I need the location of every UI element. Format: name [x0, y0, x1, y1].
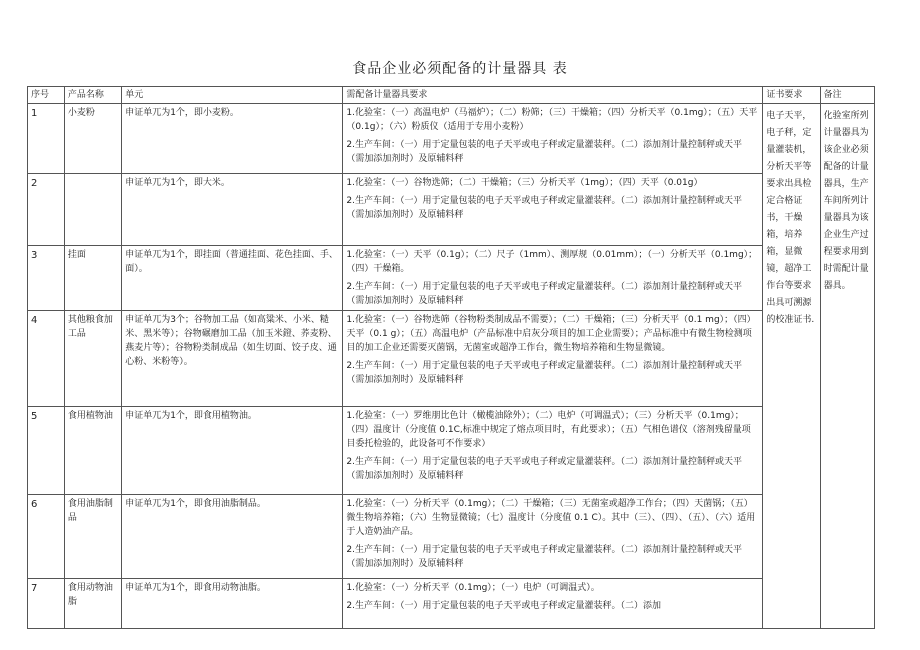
table-row — [28, 246, 875, 311]
requirement-cell — [343, 246, 763, 311]
requirement-line: 2.生产车间：（一）用于定量包装的电子天平或电子秤或定量灌装秤。（二）添加剂计量控制秤或天平（需加添加剂时）及原辅料秤 — [346, 545, 743, 569]
requirement-line: 2.生产车间：（一）用于定量包装的电子天平或电子秤或定量灌装秤。（二）添加剂计量控制秤或天平（需加添加剂时）及原辅料秤 — [346, 361, 743, 385]
measuring-instruments-table — [27, 86, 875, 629]
row-number: 4 — [28, 311, 65, 407]
requirement-cell — [343, 579, 763, 629]
requirement-line: 2.生产车间：（一）用于定量包装的电子天平或电子秤或定量灌装秤。（二）添加剂计量控制秤或天平（需加添加剂时）及原辅料秤 — [346, 196, 743, 220]
requirement-line: 1.化验室：（一）分析天平（0.1mg）；（一）电炉（可调温式）。 — [346, 583, 600, 593]
table-row — [28, 311, 875, 407]
requirement-line: 2.生产车间：（一）用于定量包装的电子天平或电子秤或定量灌装秤。（二）添加剂计量控制秤或天平（需加添加剂时）及原辅料秤 — [346, 282, 743, 306]
row-number: 2 — [28, 174, 65, 246]
requirement-cell — [343, 174, 763, 246]
product-name: 食用植物油 — [64, 407, 121, 495]
unit-cell: 申证单兀为1个，即食用油脂制品。 — [122, 495, 343, 579]
document-title: 食品企业必须配备的计量器具 表 — [352, 61, 568, 77]
requirement-cell — [343, 104, 763, 174]
table-row — [28, 174, 875, 246]
requirement-line: 2.生产车间：（一）用于定量包装的电子天平或电子秤或定量灌装秤。（二）添加 — [346, 601, 662, 611]
product-name: 挂面 — [64, 246, 121, 311]
table-row — [28, 407, 875, 495]
table-row — [28, 579, 875, 629]
requirement-cell — [343, 311, 763, 407]
requirement-line: 2.生产车间：（一）用于定量包装的电子天平或电子秤或定量灌装秤。（二）添加剂计量控制秤或天平（需加添加剂时）及原辅料秤 — [346, 140, 743, 164]
row-number: 6 — [28, 495, 65, 579]
header-req: 需配备计量器具要求 — [343, 87, 763, 104]
table-header-row — [28, 87, 875, 104]
row-number: 7 — [28, 579, 65, 629]
unit-cell: 申证单兀为1个，即小麦粉。 — [122, 104, 343, 174]
requirement-cell — [343, 407, 763, 495]
table-row — [28, 495, 875, 579]
product-name: 小麦粉 — [64, 104, 121, 174]
requirement-line: 1.化验室：（一）罗维朋比色计（橄榄油除外）；（二）电炉（可调温式）；（三）分析天平（0.1mg）；（四）温度计（分度值 0.1C,标准中规定了熔点项目时，有此要求）；（五）气相色谱仪（溶剂残留量项目委托检验的，此设备可不作要求） — [346, 411, 751, 449]
unit-cell: 申证单兀为3个；谷物加工品（如高粱米、小米、糙米、黑米等）；谷物碾磨加工品（加玉米鐙、荞麦粉、燕麦片等）；谷物粉类制成品（如生切面、饺子皮、通心粉、米粉等）。 — [122, 311, 343, 407]
unit-cell: 申证单兀为1个，即大米。 — [122, 174, 343, 246]
requirement-line: 1.化验室：（一）天平（0.1g）；（二）尺子（1mm）、测厚规（0.01mm）；（一）分析天平（0.1mg）；（四）干燥箱。 — [346, 250, 758, 274]
remarks: 化验室所列计量器具为该企业必须配备的计量器具，生产车间所列计量器具为该企业生产过程要求用到时需配计量器具。 — [820, 104, 874, 629]
header-name: 产品名称 — [64, 87, 121, 104]
requirement-cell — [343, 495, 763, 579]
certificate-requirement: 电子天平，电子秤，定量灌装机，分析天平等要求出具检定合格证书，干燥箱，培养箱，显微镜，超净工作台等要求出具可溯源的校准证书. — [763, 104, 820, 629]
unit-cell: 申证单兀为1个，即挂面（普通挂面、花色挂面、手、面）。 — [122, 246, 343, 311]
unit-cell: 申证单兀为1个，即食用动物油脂。 — [122, 579, 343, 629]
requirement-line: 1.化验室：（一）谷物选筛（谷物粉类制成品不需要）；（二）干燥箱；（三）分析天平（0.1 mg）；（四）天平（0.1 g）；（五）高温电炉（产品标准中启灰分项目的加工企业需要）；产品标准中有微生物检测项目的加工企业还需要灭菌锅，无菌室或超净工作台，微生物培养箱和生物显微镜。 — [346, 315, 756, 353]
row-number: 5 — [28, 407, 65, 495]
requirement-line: 1.化验室：（一）谷物选筛；（二）干燥箱；（三）分析天平（1mg）；（四）天平（0.01g） — [346, 178, 703, 188]
row-number: 1 — [28, 104, 65, 174]
product-name: 食用油脂制品 — [64, 495, 121, 579]
row-number: 3 — [28, 246, 65, 311]
header-unit: 单元 — [122, 87, 343, 104]
unit-cell: 申证单兀为1个，即食用植物油。 — [122, 407, 343, 495]
header-note: 备注 — [820, 87, 874, 104]
product-name: 其他粮食加工品 — [64, 311, 121, 407]
product-name: 食用动物油脂 — [64, 579, 121, 629]
header-no: 序号 — [28, 87, 65, 104]
table-row — [28, 104, 875, 174]
header-cert: 证书要求 — [763, 87, 820, 104]
requirement-line: 1.化验室：（一）分析天平（0.1mg）；（二）干燥箱；（三）无菌室或超净工作台；（四）天菌锅；（五）微生物培养箱；（六）生物显微镜；（七）温度计（分度值 0.1 C）。其中（三）、（四）、（五）、（六）适用于人造奶油产品。 — [346, 499, 756, 537]
requirement-line: 2.生产车间：（一）用于定量包装的电子天平或电子秤或定量灌装秤。（二）添加剂计量控制秤或天平（需加添加剂时）及原辅料秤 — [346, 457, 743, 481]
product-name — [64, 174, 121, 246]
requirement-line: 1.化验室：（一）高温电炉（马福炉）；（二）粉筛；（三）干燥箱；（四）分析天平（0.1mg）；（五）天平（0.1g）；（六）粉质仪（适用于专用小麦粉） — [346, 108, 758, 132]
